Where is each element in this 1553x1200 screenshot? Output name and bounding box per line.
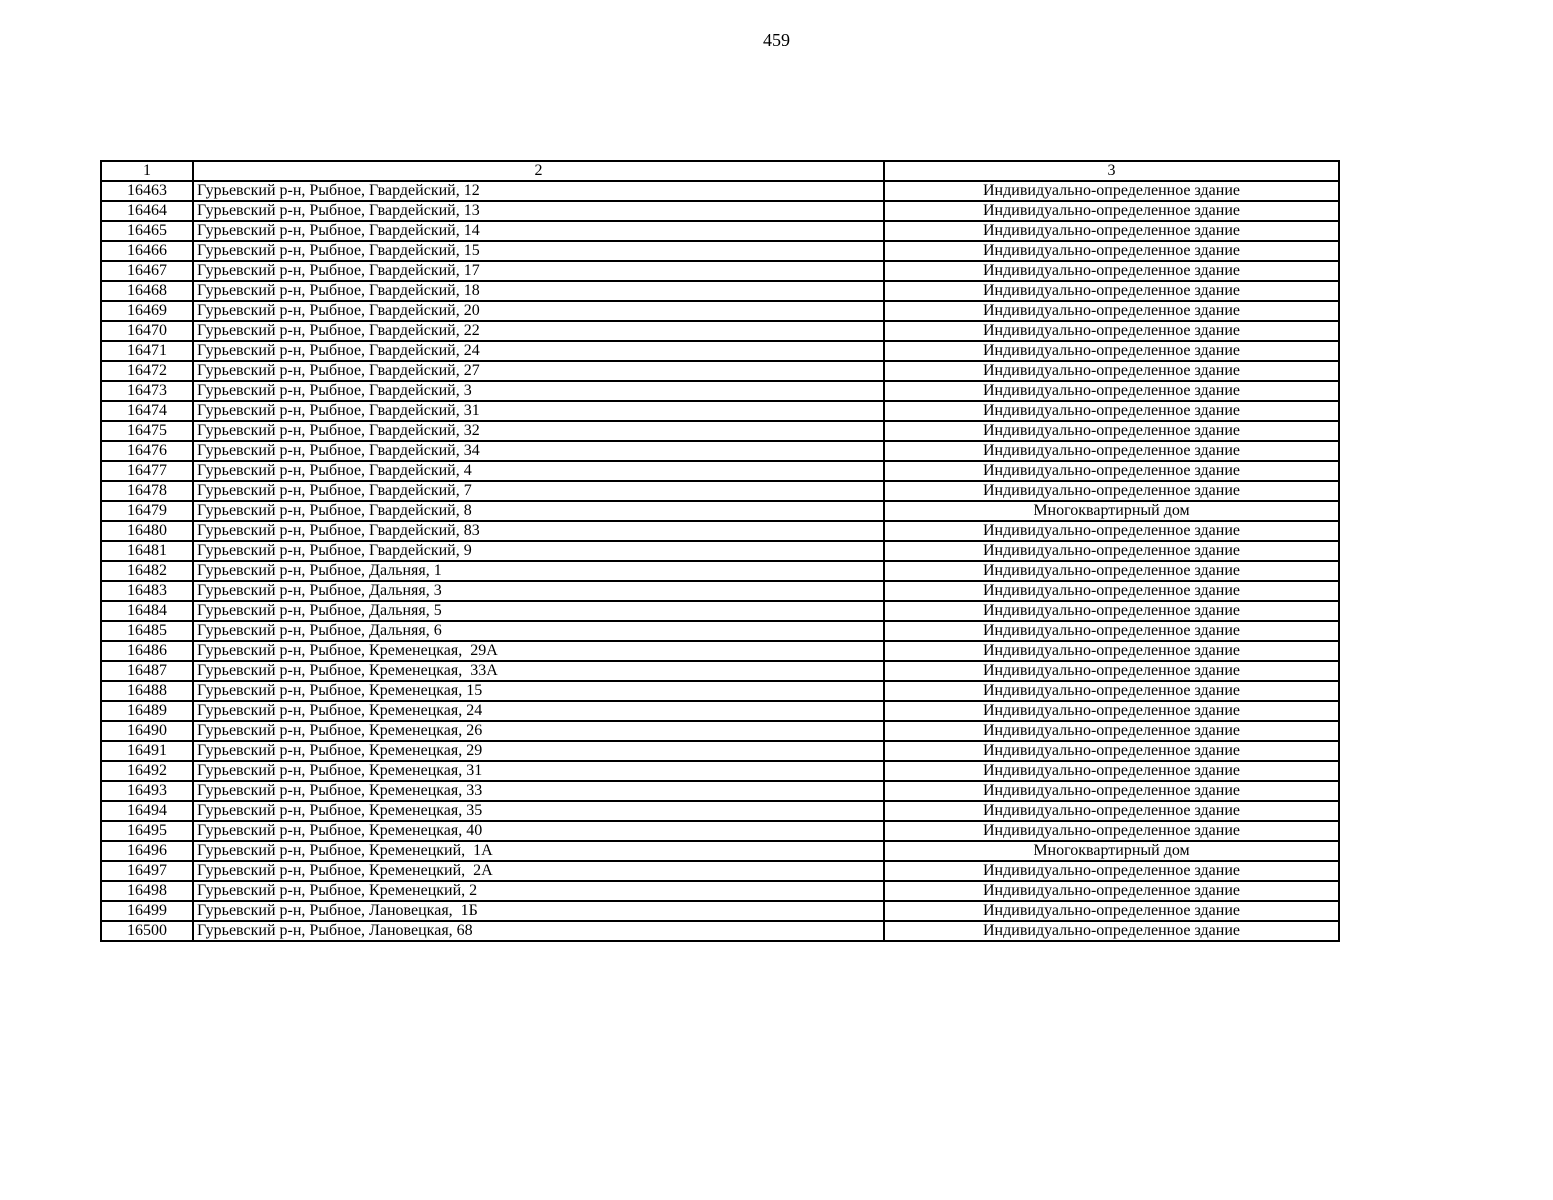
address-cell: Гурьевский р-н, Рыбное, Гвардейский, 14 xyxy=(193,221,884,241)
table-row xyxy=(101,541,1339,561)
object-type-cell: Индивидуально-определенное здание xyxy=(884,241,1339,261)
address-cell: Гурьевский р-н, Рыбное, Гвардейский, 34 xyxy=(193,441,884,461)
object-type-cell: Индивидуально-определенное здание xyxy=(884,401,1339,421)
object-type-cell: Индивидуально-определенное здание xyxy=(884,661,1339,681)
object-type-cell: Индивидуально-определенное здание xyxy=(884,901,1339,921)
object-type-cell: Индивидуально-определенное здание xyxy=(884,441,1339,461)
row-number-cell: 16493 xyxy=(101,781,193,801)
object-type-cell: Индивидуально-определенное здание xyxy=(884,741,1339,761)
row-number-cell: 16486 xyxy=(101,641,193,661)
row-number-cell: 16499 xyxy=(101,901,193,921)
row-number-cell: 16481 xyxy=(101,541,193,561)
object-type-cell: Индивидуально-определенное здание xyxy=(884,761,1339,781)
table-row xyxy=(101,301,1339,321)
row-number-cell: 16473 xyxy=(101,381,193,401)
table-row xyxy=(101,261,1339,281)
address-cell: Гурьевский р-н, Рыбное, Гвардейский, 17 xyxy=(193,261,884,281)
table-row xyxy=(101,801,1339,821)
table-row xyxy=(101,341,1339,361)
table-row xyxy=(101,281,1339,301)
table-row xyxy=(101,921,1339,941)
table-row xyxy=(101,681,1339,701)
table-row xyxy=(101,381,1339,401)
object-type-cell: Индивидуально-определенное здание xyxy=(884,681,1339,701)
table-row xyxy=(101,521,1339,541)
table-row xyxy=(101,481,1339,501)
object-type-cell: Индивидуально-определенное здание xyxy=(884,541,1339,561)
table-row xyxy=(101,861,1339,881)
address-cell: Гурьевский р-н, Рыбное, Кременецкая, 24 xyxy=(193,701,884,721)
table-row xyxy=(101,201,1339,221)
row-number-cell: 16494 xyxy=(101,801,193,821)
object-type-cell: Индивидуально-определенное здание xyxy=(884,361,1339,381)
table-row xyxy=(101,641,1339,661)
row-number-cell: 16485 xyxy=(101,621,193,641)
object-type-cell: Индивидуально-определенное здание xyxy=(884,261,1339,281)
object-type-cell: Индивидуально-определенное здание xyxy=(884,881,1339,901)
table-row xyxy=(101,421,1339,441)
row-number-cell: 16496 xyxy=(101,841,193,861)
address-cell: Гурьевский р-н, Рыбное, Дальняя, 6 xyxy=(193,621,884,641)
row-number-cell: 16476 xyxy=(101,441,193,461)
row-number-cell: 16474 xyxy=(101,401,193,421)
object-type-cell: Индивидуально-определенное здание xyxy=(884,421,1339,441)
table-row xyxy=(101,321,1339,341)
address-cell: Гурьевский р-н, Рыбное, Гвардейский, 27 xyxy=(193,361,884,381)
object-type-cell: Индивидуально-определенное здание xyxy=(884,461,1339,481)
row-number-cell: 16490 xyxy=(101,721,193,741)
row-number-cell: 16491 xyxy=(101,741,193,761)
object-type-cell: Индивидуально-определенное здание xyxy=(884,481,1339,501)
row-number-cell: 16469 xyxy=(101,301,193,321)
row-number-cell: 16465 xyxy=(101,221,193,241)
address-cell: Гурьевский р-н, Рыбное, Гвардейский, 15 xyxy=(193,241,884,261)
table-row xyxy=(101,401,1339,421)
row-number-cell: 16484 xyxy=(101,601,193,621)
address-cell: Гурьевский р-н, Рыбное, Кременецкая, 40 xyxy=(193,821,884,841)
object-type-cell: Индивидуально-определенное здание xyxy=(884,721,1339,741)
object-type-cell: Индивидуально-определенное здание xyxy=(884,181,1339,201)
table-header-row xyxy=(101,161,1339,181)
object-type-cell: Индивидуально-определенное здание xyxy=(884,621,1339,641)
table-row xyxy=(101,741,1339,761)
address-cell: Гурьевский р-н, Рыбное, Гвардейский, 20 xyxy=(193,301,884,321)
address-cell: Гурьевский р-н, Рыбное, Кременецкая, 29 xyxy=(193,741,884,761)
table-row xyxy=(101,901,1339,921)
object-type-cell: Индивидуально-определенное здание xyxy=(884,581,1339,601)
row-number-cell: 16468 xyxy=(101,281,193,301)
row-number-cell: 16471 xyxy=(101,341,193,361)
object-type-cell: Многоквартирный дом xyxy=(884,501,1339,521)
table-row xyxy=(101,561,1339,581)
row-number-cell: 16498 xyxy=(101,881,193,901)
address-cell: Гурьевский р-н, Рыбное, Гвардейский, 31 xyxy=(193,401,884,421)
row-number-cell: 16479 xyxy=(101,501,193,521)
address-cell: Гурьевский р-н, Рыбное, Гвардейский, 9 xyxy=(193,541,884,561)
address-cell: Гурьевский р-н, Рыбное, Лановецкая, 68 xyxy=(193,921,884,941)
address-cell: Гурьевский р-н, Рыбное, Гвардейский, 3 xyxy=(193,381,884,401)
object-type-cell: Индивидуально-определенное здание xyxy=(884,281,1339,301)
row-number-cell: 16483 xyxy=(101,581,193,601)
address-cell: Гурьевский р-н, Рыбное, Кременецкая, 31 xyxy=(193,761,884,781)
row-number-cell: 16482 xyxy=(101,561,193,581)
table-row xyxy=(101,241,1339,261)
row-number-cell: 16470 xyxy=(101,321,193,341)
address-cell: Гурьевский р-н, Рыбное, Гвардейский, 32 xyxy=(193,421,884,441)
row-number-cell: 16500 xyxy=(101,921,193,941)
address-cell: Гурьевский р-н, Рыбное, Гвардейский, 22 xyxy=(193,321,884,341)
row-number-cell: 16463 xyxy=(101,181,193,201)
page-number: 459 xyxy=(763,30,790,50)
object-type-cell: Многоквартирный дом xyxy=(884,841,1339,861)
object-type-cell: Индивидуально-определенное здание xyxy=(884,341,1339,361)
table-row xyxy=(101,441,1339,461)
table-row xyxy=(101,841,1339,861)
row-number-cell: 16477 xyxy=(101,461,193,481)
object-type-cell: Индивидуально-определенное здание xyxy=(884,381,1339,401)
object-type-cell: Индивидуально-определенное здание xyxy=(884,221,1339,241)
address-cell: Гурьевский р-н, Рыбное, Гвардейский, 7 xyxy=(193,481,884,501)
object-type-cell: Индивидуально-определенное здание xyxy=(884,601,1339,621)
address-cell: Гурьевский р-н, Рыбное, Кременецкий, 2А xyxy=(193,861,884,881)
object-type-cell: Индивидуально-определенное здание xyxy=(884,201,1339,221)
table-row xyxy=(101,361,1339,381)
object-type-cell: Индивидуально-определенное здание xyxy=(884,301,1339,321)
object-type-cell: Индивидуально-определенное здание xyxy=(884,641,1339,661)
row-number-cell: 16488 xyxy=(101,681,193,701)
table-row xyxy=(101,581,1339,601)
table-row xyxy=(101,181,1339,201)
address-cell: Гурьевский р-н, Рыбное, Дальняя, 1 xyxy=(193,561,884,581)
row-number-cell: 16472 xyxy=(101,361,193,381)
row-number-cell: 16464 xyxy=(101,201,193,221)
row-number-cell: 16492 xyxy=(101,761,193,781)
object-type-cell: Индивидуально-определенное здание xyxy=(884,801,1339,821)
address-cell: Гурьевский р-н, Рыбное, Кременецкая, 29А xyxy=(193,641,884,661)
table-row xyxy=(101,661,1339,681)
table-row xyxy=(101,221,1339,241)
table-row xyxy=(101,701,1339,721)
address-cell: Гурьевский р-н, Рыбное, Гвардейский, 12 xyxy=(193,181,884,201)
row-number-cell: 16489 xyxy=(101,701,193,721)
address-cell: Гурьевский р-н, Рыбное, Кременецкая, 33А xyxy=(193,661,884,681)
address-cell: Гурьевский р-н, Рыбное, Гвардейский, 13 xyxy=(193,201,884,221)
column-header-3: 3 xyxy=(884,161,1339,181)
object-type-cell: Индивидуально-определенное здание xyxy=(884,921,1339,941)
address-cell: Гурьевский р-н, Рыбное, Дальняя, 3 xyxy=(193,581,884,601)
address-cell: Гурьевский р-н, Рыбное, Кременецкая, 26 xyxy=(193,721,884,741)
address-cell: Гурьевский р-н, Рыбное, Гвардейский, 8 xyxy=(193,501,884,521)
address-cell: Гурьевский р-н, Рыбное, Кременецкая, 33 xyxy=(193,781,884,801)
object-type-cell: Индивидуально-определенное здание xyxy=(884,701,1339,721)
table-row xyxy=(101,461,1339,481)
table-row xyxy=(101,821,1339,841)
column-header-2: 2 xyxy=(193,161,884,181)
object-type-cell: Индивидуально-определенное здание xyxy=(884,321,1339,341)
address-cell: Гурьевский р-н, Рыбное, Кременецкая, 35 xyxy=(193,801,884,821)
address-cell: Гурьевский р-н, Рыбное, Гвардейский, 4 xyxy=(193,461,884,481)
address-cell: Гурьевский р-н, Рыбное, Дальняя, 5 xyxy=(193,601,884,621)
row-number-cell: 16475 xyxy=(101,421,193,441)
address-cell: Гурьевский р-н, Рыбное, Лановецкая, 1Б xyxy=(193,901,884,921)
row-number-cell: 16497 xyxy=(101,861,193,881)
table-row xyxy=(101,781,1339,801)
table-row xyxy=(101,761,1339,781)
row-number-cell: 16467 xyxy=(101,261,193,281)
object-type-cell: Индивидуально-определенное здание xyxy=(884,781,1339,801)
object-type-cell: Индивидуально-определенное здание xyxy=(884,821,1339,841)
table-row xyxy=(101,721,1339,741)
row-number-cell: 16466 xyxy=(101,241,193,261)
table-row xyxy=(101,601,1339,621)
registry-table xyxy=(100,160,1340,942)
object-type-cell: Индивидуально-определенное здание xyxy=(884,521,1339,541)
row-number-cell: 16487 xyxy=(101,661,193,681)
address-cell: Гурьевский р-н, Рыбное, Гвардейский, 18 xyxy=(193,281,884,301)
table-body xyxy=(101,161,1339,941)
table-row xyxy=(101,621,1339,641)
table-row xyxy=(101,501,1339,521)
address-cell: Гурьевский р-н, Рыбное, Гвардейский, 83 xyxy=(193,521,884,541)
address-cell: Гурьевский р-н, Рыбное, Кременецкий, 2 xyxy=(193,881,884,901)
row-number-cell: 16480 xyxy=(101,521,193,541)
table-row xyxy=(101,881,1339,901)
address-cell: Гурьевский р-н, Рыбное, Кременецкая, 15 xyxy=(193,681,884,701)
row-number-cell: 16478 xyxy=(101,481,193,501)
address-cell: Гурьевский р-н, Рыбное, Кременецкий, 1А xyxy=(193,841,884,861)
object-type-cell: Индивидуально-определенное здание xyxy=(884,861,1339,881)
address-cell: Гурьевский р-н, Рыбное, Гвардейский, 24 xyxy=(193,341,884,361)
row-number-cell: 16495 xyxy=(101,821,193,841)
column-header-1: 1 xyxy=(101,161,193,181)
object-type-cell: Индивидуально-определенное здание xyxy=(884,561,1339,581)
